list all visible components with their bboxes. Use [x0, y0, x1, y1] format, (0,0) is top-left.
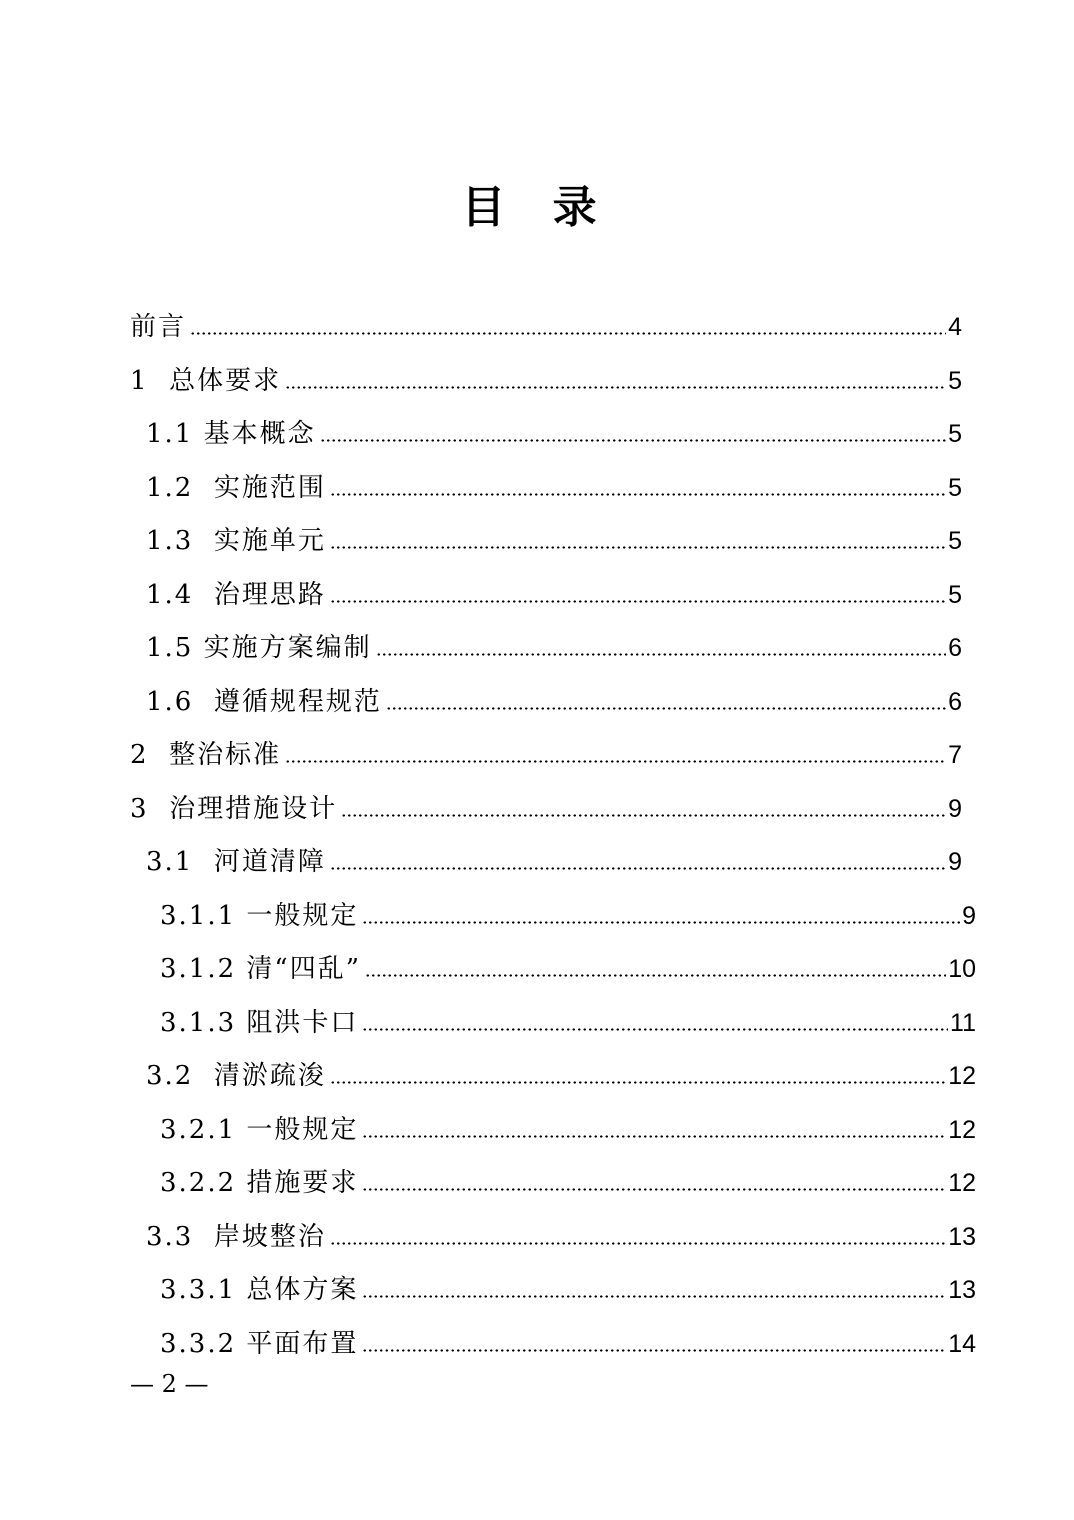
toc-entry-3-2[interactable] [146, 1047, 976, 1091]
dot-leader [330, 1081, 946, 1084]
toc-entry-page: 5 [948, 527, 962, 555]
toc-entry-3-3[interactable] [146, 1208, 976, 1252]
toc-entry-label: 3.2 清淤疏浚 [146, 1061, 326, 1091]
toc-entry-preface[interactable] [130, 298, 962, 342]
toc-entry-label: 3.1.2 清“四乱” [160, 954, 362, 984]
dot-leader [330, 1242, 946, 1245]
toc-entry-label: 3.2.2 措施要求 [160, 1168, 359, 1198]
toc-entry-label: 3.2.1 一般规定 [160, 1114, 359, 1145]
toc-entry-page: 13 [948, 1222, 976, 1251]
dot-leader [330, 867, 946, 870]
toc-entry-label: 3.3.1 总体方案 [160, 1275, 359, 1305]
toc-entry-page: 12 [948, 1115, 976, 1144]
toc-entry-label: 3.3 岸坡整治 [146, 1221, 326, 1252]
toc-entry-1-2[interactable] [146, 459, 962, 503]
toc-entry-1-6[interactable] [146, 673, 962, 717]
toc-entry-label: 3 治理措施设计 [130, 793, 338, 824]
toc-entry-label: 1.4 治理思路 [146, 579, 326, 610]
toc-entry-label: 1.3 实施单元 [146, 526, 326, 556]
toc-entry-3-2-1[interactable] [160, 1101, 976, 1145]
dot-leader [341, 814, 946, 817]
toc-entry-label: 前言 [130, 312, 187, 342]
toc-entry-page: 9 [948, 848, 962, 876]
toc-entry-label: 1.6 遵循规程规范 [146, 686, 382, 717]
toc-entry-label: 1 总体要求 [130, 365, 282, 396]
dot-leader [386, 707, 946, 710]
toc-entry-page: 4 [948, 313, 962, 341]
toc-entry-label: 2 整治标准 [130, 740, 282, 770]
toc-entry-page: 7 [948, 741, 962, 769]
page-number: — 2 — [130, 1370, 209, 1398]
toc-entry-page: 6 [948, 634, 962, 662]
toc-entry-label: 3.1 河道清障 [146, 847, 326, 877]
toc-entry-page: 10 [948, 955, 976, 983]
toc-entry-label: 1.5 实施方案编制 [146, 633, 372, 663]
toc-entry-page: 6 [948, 687, 962, 716]
toc-entry-label: 3.3.2 平面布置 [160, 1328, 359, 1359]
dot-leader [285, 386, 946, 389]
toc-entry-3-1-2[interactable] [160, 940, 976, 984]
dot-leader [320, 439, 946, 442]
toc-entry-3-3-2[interactable] [160, 1315, 976, 1359]
dot-leader [362, 921, 960, 924]
dot-leader [362, 1295, 946, 1298]
dot-leader [362, 1188, 946, 1191]
toc-entry-label: 1.2 实施范围 [146, 472, 326, 503]
toc-entry-page: 12 [948, 1169, 976, 1197]
toc-entry-page: 12 [948, 1062, 976, 1090]
toc-entry-3[interactable] [130, 780, 962, 824]
dot-leader [330, 600, 946, 603]
toc-entry-page: 11 [950, 1008, 976, 1037]
dot-leader [285, 760, 946, 763]
toc-entry-page: 5 [948, 473, 962, 502]
toc-entry-1-3[interactable] [146, 512, 962, 556]
page-title: 目 录 [461, 182, 613, 233]
toc-entry-page: 5 [948, 366, 962, 395]
dot-leader [330, 546, 946, 549]
toc-entry-1-1[interactable] [146, 405, 962, 449]
dot-leader [376, 653, 946, 656]
toc-entry-1[interactable] [130, 352, 962, 396]
toc-entry-page: 9 [948, 794, 962, 823]
toc-entry-label: 1.1 基本概念 [146, 419, 316, 449]
toc-entry-3-1-3[interactable] [160, 994, 976, 1038]
toc-entry-page: 14 [948, 1329, 976, 1358]
dot-leader [362, 1028, 948, 1031]
toc-entry-1-5[interactable] [146, 619, 962, 663]
toc-entry-3-1-1[interactable] [160, 887, 976, 931]
toc-entry-3-3-1[interactable] [160, 1261, 976, 1305]
toc-entry-label: 3.1.1 一般规定 [160, 900, 359, 931]
toc-entry-label: 3.1.3 阻洪卡口 [160, 1007, 359, 1038]
toc-entry-3-2-2[interactable] [160, 1154, 976, 1198]
toc-entry-3-1[interactable] [146, 833, 962, 877]
toc-entry-page: 5 [948, 420, 962, 448]
toc-entry-2[interactable] [130, 726, 962, 770]
dot-leader [330, 493, 946, 496]
dot-leader [362, 1349, 946, 1352]
dot-leader [190, 332, 946, 335]
dot-leader [362, 1135, 946, 1138]
toc-entry-page: 9 [962, 901, 976, 930]
toc-entry-page: 5 [948, 580, 962, 609]
toc-entry-page: 13 [948, 1276, 976, 1304]
dot-leader [365, 974, 946, 977]
toc-entry-1-4[interactable] [146, 566, 962, 610]
